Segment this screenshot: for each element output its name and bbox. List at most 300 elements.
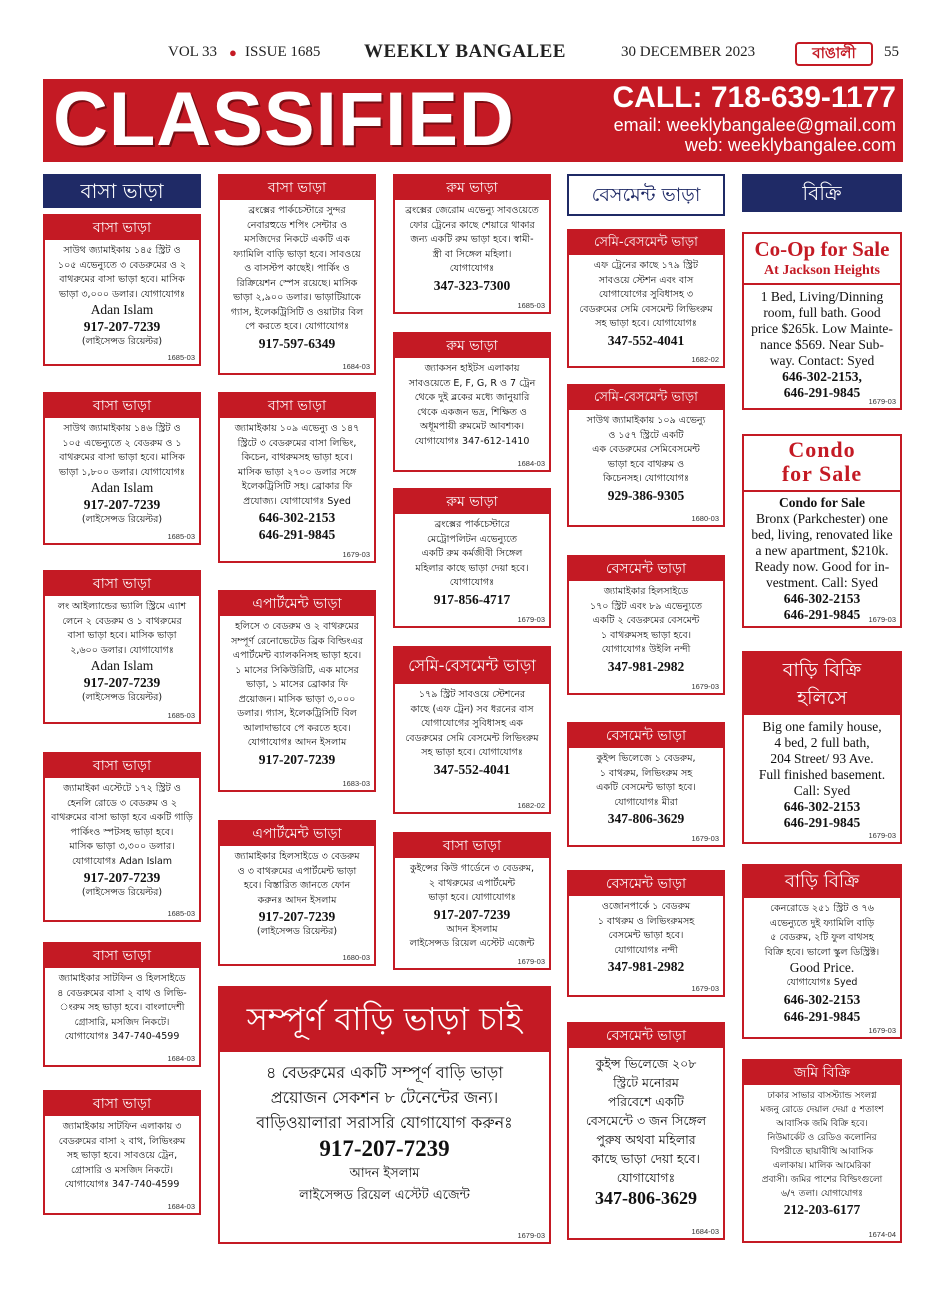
ad-line: একটি রুম কর্মজীবী সিঙ্গেল <box>421 548 523 559</box>
ad-line: প্রয়োজন সেকশন ৮ টেনেন্টের জন্য। <box>270 1088 499 1107</box>
classified-ad <box>742 1059 902 1243</box>
ad-heading: বাসা ভাড়া <box>395 834 549 858</box>
ad-line: সাবওয়ে স্টেশন এবং বাস <box>598 274 694 286</box>
ad-line: প্রযোজ্য। যোগাযোগঃ Syed <box>243 495 351 507</box>
ad-line: ভাড়া হবে। যোগাযোগঃ <box>428 892 516 903</box>
ad-code: 1682-02 <box>691 355 719 364</box>
ad-line: ডলার। গ্যাস, ইলেকট্রিসিটি বিল <box>237 708 357 719</box>
ad-line: মাসিক ভাড়া ২৭০০ ডলার সঙ্গে <box>237 466 357 478</box>
ad-line: ১ বাথরুম ও লিভিংরুমসহ <box>597 915 695 927</box>
ad-body <box>395 200 549 294</box>
issue-date: 30 DECEMBER 2023 <box>621 44 756 60</box>
ad-body <box>220 200 374 352</box>
classified-ad <box>742 434 902 628</box>
ad-code: 1679-03 <box>868 831 896 840</box>
classified-ad <box>567 384 725 527</box>
ad-phone: 347-981-2982 <box>607 658 685 674</box>
ad-heading: বাড়ি বিক্রি <box>744 866 900 898</box>
ad-phone: 646-302-2153, <box>782 369 862 384</box>
ad-line: ফোর ট্রেনের কাছে শেয়ারে থাকার <box>409 219 535 231</box>
ad-line: কেনরোডে ২৫১ স্ট্রিট ও ৭৬ <box>770 903 874 914</box>
banner-email: email: weeklybangalee@gmail.com <box>613 115 896 135</box>
ad-line: জ্যাকসন হাইটস এলাকায় <box>424 363 520 374</box>
ad-code: 1679-03 <box>691 834 719 843</box>
ad-phone: 646-291-9845 <box>783 815 861 830</box>
ad-line: মেট্রোপলিটন এভেন্যুতে <box>426 533 518 545</box>
classified-ad <box>43 752 201 922</box>
ad-line: 4 bed, 2 full bath, <box>774 735 870 750</box>
ad-line: লাইসেন্সড রিয়েল এস্টেট এজেন্ট <box>409 938 535 949</box>
ad-line: ও বাসস্টপ কাছেই। পার্কিং ও <box>244 263 350 274</box>
ad-phone: 646-291-9845 <box>783 385 861 400</box>
ad-line: যোগাযোগঃ Syed <box>786 977 858 988</box>
ad-body <box>45 1116 199 1193</box>
ad-line: Call: Syed <box>793 783 851 798</box>
ad-license: (লাইসেন্সড রিয়েল্টর) <box>81 887 163 898</box>
ad-line: room, full bath. Good <box>763 305 881 320</box>
wanted-ad <box>218 986 551 1244</box>
ad-line: যোগাযোগঃ Adan Islam <box>71 855 173 867</box>
ad-phone: 646-302-2153 <box>783 991 861 1007</box>
classified-ad <box>393 174 551 314</box>
classified-ad <box>567 870 725 997</box>
ad-contact-name: Adan Islam <box>90 658 154 673</box>
ad-line: price $265k. Low Mainte- <box>751 321 893 336</box>
ad-heading: বেসমেন্ট ভাড়া <box>569 557 723 581</box>
ad-line: কিচেন, বাথরুমসহ ভাড়া হবে। <box>241 452 353 463</box>
ad-line: bed, living, renovated like <box>751 527 893 542</box>
ad-phone: 347-323-7300 <box>433 277 511 293</box>
ad-heading-line: বাড়ি বিক্রি <box>782 659 862 681</box>
ad-heading: রুম ভাড়া <box>395 176 549 200</box>
ad-line: ১ মাসের সিকিউরিটি, এক মাসের <box>235 664 359 676</box>
ad-body <box>395 858 549 952</box>
ad-line: ভাড়া ১,৮০০ ডলার। যোগাযোগঃ <box>59 466 185 478</box>
ad-license: (লাইসেন্সড রিয়েল্টর) <box>81 336 163 347</box>
ad-phone: 917-207-7239 <box>433 906 511 922</box>
ad-line: রিক্রিয়েশন স্পেস রয়েছে। মাসিক <box>236 277 358 289</box>
ad-line: বেসমেন্ট ভাড়া হবে। <box>608 930 684 941</box>
ad-line: এপার্টমেন্ট ব্যালকনিসহ ভাড়া হবে। <box>232 650 362 661</box>
ad-line: কুইন্স ভিলেজে ২০৮ <box>595 1056 697 1071</box>
ad-heading <box>744 653 900 715</box>
ad-line: ংরুম সহ ভাড়া হবে। বাংলাদেশী <box>59 1002 185 1013</box>
ad-phone: 917-207-7239 <box>258 751 336 767</box>
banner-phone: CALL: 718-639-1177 <box>612 81 896 114</box>
ad-line: 1 Bed, Living/Dinning <box>760 289 884 304</box>
ad-line: ভাড়া ২,৯০০ ডলার। ভাড়াটিয়াকে <box>233 292 361 303</box>
ad-line: বাথরুমের বাসা ভাড়া হবে। মাসিক <box>59 452 185 463</box>
ad-heading: রুম ভাড়া <box>395 490 549 514</box>
ad-license: লাইসেন্সড রিয়েল এস্টেট এজেন্ট <box>299 1188 470 1203</box>
ad-phone: 917-856-4717 <box>433 591 511 607</box>
ad-body <box>45 968 199 1045</box>
ad-heading: বাসা ভাড়া <box>45 754 199 778</box>
ad-line: হবে। বিস্তারিত জানতে ফোন <box>243 880 351 891</box>
ad-phone: 917-207-7239 <box>319 1136 450 1161</box>
ad-code: 1683-03 <box>342 779 370 788</box>
ad-line: ৪ বেডরুমের বাসা ২ বাথ ও লিভি- <box>57 987 187 999</box>
ad-phone: 917-207-7239 <box>83 319 161 334</box>
ad-line: এক বেডরুমের সেমিবেসমেন্ট <box>592 444 700 455</box>
classified-ad <box>43 214 201 366</box>
ad-subtitle: At Jackson Heights <box>744 262 900 285</box>
classified-ad <box>218 174 376 375</box>
ad-phone: 917-597-6349 <box>258 335 336 351</box>
ad-body <box>569 410 723 504</box>
ad-line: ৫ বেডরুম, ২টি ফুল বাথসহ <box>770 932 874 943</box>
ad-heading: রুম ভাড়া <box>395 334 549 358</box>
ad-code: 1684-03 <box>167 1202 195 1211</box>
ad-line: বেসমেন্টে ৩ জন সিঙ্গেল <box>585 1113 707 1128</box>
ad-line: ২ বাথরুমের এপার্টমেন্ট <box>428 877 516 889</box>
ad-line: Good Price. <box>789 960 855 975</box>
banner-contact <box>613 81 896 155</box>
ad-line: সাউথ জ্যামাইকায় ১৪৬ স্ট্রিট ও <box>63 423 181 434</box>
ad-body <box>744 898 900 1025</box>
bullet-icon: ● <box>229 45 237 60</box>
ad-phone: 212-203-6177 <box>783 1202 861 1217</box>
ad-body <box>220 1052 549 1207</box>
ad-line: যোগাযোগঃ 347-612-1410 <box>414 435 530 447</box>
ad-line: কাছে (এফ ট্রেন) সব ধরনের বাস <box>410 703 534 715</box>
ad-title: Co-Op for Sale <box>754 237 890 261</box>
ad-code: 1680-03 <box>342 953 370 962</box>
ad-contact-name: Adan Islam <box>90 302 154 317</box>
ad-line: ইলেকট্রিসিটি সহ। ব্রোকার ফি <box>241 481 353 492</box>
ad-license: (লাইসেন্সড রিয়েল্টর) <box>256 926 338 937</box>
ad-phone: 929-386-9305 <box>607 487 685 503</box>
ad-line: সাবওয়েতে E, F, G, R ও 7 ট্রেন <box>408 377 536 389</box>
banner-web: web: weeklybangalee.com <box>684 135 896 155</box>
ad-line: যোগাযোগঃ <box>449 263 495 274</box>
ad-line: ২,৬০০ ডলার। যোগাযোগঃ <box>70 644 174 656</box>
ad-body <box>395 358 549 449</box>
classified-ad <box>218 392 376 563</box>
classified-ad <box>742 864 902 1039</box>
classified-ad <box>393 332 551 472</box>
classified-ad <box>43 942 201 1067</box>
ad-line: যোগাযোগঃ 347-740-4599 <box>64 1031 180 1042</box>
ad-title: for Sale <box>744 462 900 492</box>
ad-line: একটি বেসমেন্ট ভাড়া হবে। <box>596 782 696 793</box>
classified-ad <box>742 651 902 844</box>
ad-heading: বাসা ভাড়া <box>220 394 374 418</box>
ad-heading: সম্পূর্ণ বাড়ি ভাড়া চাই <box>220 988 549 1052</box>
ad-heading: সেমি-বেসমেন্ট ভাড়া <box>569 231 723 255</box>
ad-line: মহিলার কাছে ভাড়া দেয়া হবে। <box>415 562 529 574</box>
ad-line: ১৭৯ স্ট্রিট সাবওয়ে স্টেশনের <box>418 689 526 700</box>
ad-line: এফ ট্রেনের কাছে ১৭৯ স্ট্রিট <box>593 260 699 271</box>
ad-heading: বাসা ভাড়া <box>45 944 199 968</box>
ad-code: 1679-03 <box>342 550 370 559</box>
publication-title: WEEKLY BANGALEE <box>364 41 566 62</box>
ad-code: 1679-03 <box>868 397 896 406</box>
issue-label: ISSUE 1685 <box>245 44 321 60</box>
ad-line: পার্কিংও স্পটসহ ভাড়া হবে। <box>70 826 174 838</box>
ad-line: ১০৫ এভেন্যুতে ২ বেডরুম ও ১ <box>62 437 182 449</box>
ad-line: 204 Street/ 93 Ave. <box>770 751 874 766</box>
ad-code: 1679-03 <box>691 984 719 993</box>
ad-line: জ্যামাইকার সাটফিন ও হিলসাইডে <box>58 973 186 984</box>
ad-license: (লাইসেন্সড রিয়েল্টর) <box>81 692 163 703</box>
ad-line: জ্যামাইকার হিলসাইডে ৩ বেডরুম <box>234 851 360 862</box>
classified-ad <box>218 590 376 792</box>
ad-line: পুরুষ অথবা মহিলার <box>596 1132 696 1147</box>
ad-body <box>744 715 900 831</box>
ad-code: 1684-03 <box>691 1227 719 1236</box>
ad-line: সম্পূর্ণ রেনোভেটেড ব্রিক বিল্ডিংএর <box>231 635 363 647</box>
ad-line: স্ট্রিটে ৩ বেডরুমের বাসা লিভিং, <box>237 437 357 449</box>
ad-code: 1685-03 <box>167 532 195 541</box>
ad-line: আদন ইসলাম <box>446 923 498 935</box>
ad-line: পে করতে হবে। যোগাযোগঃ <box>244 321 350 332</box>
classified-ad <box>567 229 725 368</box>
ad-line: vestment. Call: Syed <box>765 575 879 590</box>
ad-code: 1685-03 <box>167 909 195 918</box>
ad-line: থেকে দুই ব্লকের মধ্যে জানুয়ারি <box>414 392 530 403</box>
classified-ad <box>567 1022 725 1240</box>
ad-line: ৬/৭ তলা। যোগাযোগঃ <box>781 1189 863 1199</box>
ad-line: বেডরুমের সেমি বেসমেন্ট লিভিংরুম <box>579 303 713 315</box>
ad-line: বাড়িওয়ালারা সরাসরি যোগাযোগ করুনঃ <box>256 1113 513 1132</box>
ad-line: জ্যামাইকায় ১০৯ এভেন্যু ও ১৪৭ <box>234 423 360 434</box>
ad-line: সহ ভাড়া হবে। যোগাযোগঃ <box>595 318 697 329</box>
section-head-sale: বিক্রি <box>742 174 902 212</box>
ad-phone: 917-207-7239 <box>83 870 161 885</box>
ad-phone: 646-291-9845 <box>783 1008 861 1024</box>
ad-line: ১০৫ এভেন্যুতে ৩ বেডরুমের ও ২ <box>57 259 187 271</box>
ad-line: ভাড়া, ১ মাসের ব্রোকার ফি <box>246 679 348 690</box>
ad-line: প্রয়োজন। মাসিক ভাড়া ৩,০০০ <box>238 693 356 705</box>
ad-line: বাথরুমের বাসা ভাড়া হবে একটি গাড়ি <box>51 812 193 823</box>
ad-line: থেকে একজন ভদ্র, শিক্ষিত ও <box>417 406 527 418</box>
ad-line: করুনঃ আদন ইসলাম <box>257 894 337 906</box>
volume-label: VOL 33 <box>168 44 218 60</box>
ad-body <box>220 616 374 768</box>
ad-code: 1674-04 <box>868 1230 896 1239</box>
ad-heading: বাসা ভাড়া <box>45 394 199 418</box>
ad-line: ১ বাথরুমসহ ভাড়া হবে। <box>600 629 692 641</box>
ad-line: ফ্যামিলি বাড়ি ভাড়া হবে। সাবওয়ে <box>233 248 361 260</box>
ad-line: জ্যামাইকা এস্টেটে ১৭২ স্ট্রিট ও <box>63 783 181 794</box>
ad-code: 1685-03 <box>167 711 195 720</box>
ad-line: কুইন্স ভিলেজে ১ বেডরুম, <box>596 753 696 764</box>
classified-ad <box>393 646 551 814</box>
ad-line: জ্যামাইকার হিলসাইডে <box>603 586 689 597</box>
ad-phone: 347-806-3629 <box>607 811 685 826</box>
ad-line: গ্রোসারি ও মসজিদ নিকটে। <box>71 1164 173 1176</box>
ad-line: এভেন্যুতে দুই ফ্যামিলি বাড়ি <box>769 917 875 929</box>
ad-line: ভাড়া ৩,০০০ ডলার। যোগাযোগঃ <box>58 288 185 300</box>
ad-line: লেনে ২ বেডরুম ও ১ বাথরুমের <box>62 615 182 627</box>
ad-line: যোগাযোগঃ নন্দী <box>614 944 678 956</box>
ad-code: 1680-03 <box>691 514 719 523</box>
ad-line: যোগাযোগঃ 347-740-4599 <box>64 1179 180 1190</box>
ad-body <box>569 896 723 975</box>
ad-line: বাথরুমের বাসা ভাড়া হবে। মাসিক <box>59 274 185 285</box>
ad-phone: 347-552-4041 <box>607 332 685 348</box>
ad-heading: এপার্টমেন্ট ভাড়া <box>220 592 374 616</box>
ad-heading: বাসা ভাড়া <box>45 572 199 596</box>
ad-line: স্ত্রী বা সিঙ্গেল মহিলা। <box>432 248 512 260</box>
ad-body <box>395 514 549 608</box>
ad-body <box>45 596 199 706</box>
ad-line: গ্রোসারি, মসজিদ নিকটে। <box>74 1016 170 1028</box>
masthead <box>0 38 945 70</box>
ad-license: (লাইসেন্সড রিয়েল্টর) <box>81 514 163 525</box>
ad-body <box>744 492 900 623</box>
ad-line: a new apartment, $210k. <box>755 543 889 558</box>
classified-banner <box>43 79 903 162</box>
section-head-basement-rent: বেসমেন্ট ভাড়া <box>567 174 725 216</box>
classified-ad <box>567 722 725 847</box>
ad-line: মসজিদের নিকটে একটি এক <box>244 234 350 245</box>
ad-body <box>220 846 374 940</box>
ad-code: 1684-03 <box>342 362 370 371</box>
classified-ad <box>393 832 551 970</box>
ad-line: ও ১৫৭ স্ট্রিটে একটি <box>608 429 684 441</box>
ad-heading: বেসমেন্ট ভাড়া <box>569 724 723 748</box>
ad-line: হেনলি রোডে ৩ বেডরুম ও ২ <box>66 797 178 809</box>
page-number: 55 <box>884 44 899 60</box>
ad-phone: 347-552-4041 <box>433 761 511 777</box>
ad-line: ওজোনপার্কে ১ বেডরুম <box>601 901 691 912</box>
classified-ad <box>218 820 376 966</box>
ad-heading: সেমি-বেসমেন্ট ভাড়া <box>569 386 723 410</box>
ad-line: সাউথ জ্যামাইকায় ১০৯ এভেন্যু <box>586 415 706 426</box>
ad-line: যোগাযোগের সুবিধাসহ এক <box>421 718 523 729</box>
section-head-house-rent: বাসা ভাড়া <box>43 174 201 208</box>
ad-body <box>220 418 374 543</box>
ad-line: আলাদাভাবে পে করতে হবে। <box>243 722 351 734</box>
ad-line: মাসিক ভাড়া ৩,৩০০ ডলার। <box>69 841 175 852</box>
ad-code: 1684-03 <box>517 459 545 468</box>
ad-line: যোগাযোগের সুবিধাসহ ৩ <box>598 289 694 300</box>
ad-code: 1679-03 <box>868 615 896 624</box>
ad-line: কাছে ভাড়া দেয়া হবে। <box>591 1151 701 1166</box>
ad-code: 1679-03 <box>691 682 719 691</box>
ad-line: ৪ বেডরুমের একটি সম্পূর্ণ বাড়ি ভাড়া <box>266 1063 503 1082</box>
ad-body <box>569 748 723 827</box>
ad-line: সাউথ জ্যামাইকায় ১৪৫ স্ট্রিট ও <box>63 245 181 256</box>
ad-phone: 347-981-2982 <box>607 959 685 974</box>
ad-phone: 646-302-2153 <box>783 799 861 814</box>
classified-ad <box>43 1090 201 1215</box>
ad-body <box>744 285 900 401</box>
ad-line: ব্রংক্সের জেরোম এভেন্যু সাবওয়েতে <box>405 205 539 216</box>
ad-line: এলাকায়। মালিক আমেরিকা <box>772 1161 872 1171</box>
ad-phone: 646-302-2153 <box>783 591 861 606</box>
ad-heading: বাসা ভাড়া <box>220 176 374 200</box>
ad-line: স্ট্রিটে মনোরম <box>613 1075 679 1090</box>
ad-line: প্রবাসী। জমির পাশের বিল্ডিংগুলো <box>761 1175 883 1185</box>
ad-line: way. Contact: Syed <box>769 353 875 368</box>
ad-line: যোগাযোগঃ আদন ইসলাম <box>247 737 347 748</box>
ad-line: ঢাকার সাভার বাসস্ট্যান্ড সংলগ্ন <box>767 1091 877 1101</box>
ad-line: ভাড়া হবে বাথরুম ও <box>607 458 685 470</box>
ad-phone: 646-302-2153 <box>258 510 336 525</box>
ad-body <box>45 240 199 350</box>
ad-title: Condo <box>788 437 856 462</box>
ad-line: Ready now. Good for in- <box>754 559 890 574</box>
ad-line: বিক্রি হবে। ভালো স্কুল ডিস্ট্রিক্ট। <box>764 946 880 958</box>
ad-body <box>45 778 199 901</box>
ad-line: জন্য একটি রুম ভাড়া হবে। স্বামী- <box>410 234 534 245</box>
ad-body <box>569 581 723 675</box>
ad-line: নিউমার্কেট ও রেডিও কলোনির <box>767 1133 877 1143</box>
ad-line: হলিসে ৩ বেডরুম ও ২ বাথরুমের <box>235 621 359 632</box>
ad-line: যোগাযোগঃ মীরা <box>614 796 678 808</box>
ad-line: নেবারহুডে শপিং সেন্টার ও <box>246 219 348 231</box>
ad-code: 1682-02 <box>517 801 545 810</box>
ad-line: মজনু রোডে দেয়াল দেয়া ৫ শতাংশ <box>760 1105 884 1115</box>
ad-line: যোগাযোগঃ <box>616 1170 676 1185</box>
ad-code: 1679-03 <box>517 1231 545 1240</box>
ad-line: অধূমপায়ী রুমমেট আবশ্যক। <box>419 421 524 432</box>
ad-heading: বাসা ভাড়া <box>45 216 199 240</box>
ad-line: সহ ভাড়া হবে। সাবওয়ে ট্রেন, <box>66 1150 178 1161</box>
ad-line: জ্যামাইকায় সাটফিন এলাকায় ৩ <box>62 1121 182 1132</box>
ad-contact-name: আদন ইসলাম <box>349 1166 420 1181</box>
ad-line: লং আইল্যান্ডের ভ্যালি স্ট্রিমে এ্যাশ <box>57 601 187 612</box>
ad-heading: জমি বিক্রি <box>744 1061 900 1085</box>
ad-heading: বাসা ভাড়া <box>45 1092 199 1116</box>
banner-title: CLASSIFIED <box>53 77 515 162</box>
ad-phone: 646-291-9845 <box>783 607 861 622</box>
ad-code: 1679-03 <box>517 615 545 624</box>
ad-phone: 917-207-7239 <box>83 675 161 690</box>
ad-line: nance $569. Near Sub- <box>760 337 884 352</box>
ad-body <box>569 255 723 349</box>
ad-body <box>395 684 549 778</box>
ad-line: কিচেনসহ। যোগাযোগঃ <box>602 473 690 484</box>
ad-line: ১ বাথরুম, লিভিংরুম সহ <box>599 767 693 779</box>
ad-code: 1679-03 <box>517 957 545 966</box>
ad-code: 1685-03 <box>167 353 195 362</box>
classified-ad <box>567 555 725 695</box>
classified-ad <box>43 392 201 545</box>
ad-code: 1685-03 <box>517 301 545 310</box>
ad-line: আবাসিক জমি বিক্রি হবে। <box>776 1119 868 1129</box>
ad-heading-line: হলিসে <box>797 687 847 709</box>
ad-phone: 917-207-7239 <box>83 497 161 512</box>
ad-heading: এপার্টমেন্ট ভাড়া <box>220 822 374 846</box>
classified-ad <box>43 570 201 724</box>
ad-line: বাসা ভাড়া হবে। মাসিক ভাড়া <box>67 630 177 641</box>
ad-line: বেডরুমের সেমি বেসমেন্ট লিভিংরুম <box>405 732 539 744</box>
ad-line: Big one family house, <box>762 719 882 734</box>
ad-heading: বেসমেন্ট ভাড়া <box>569 1024 723 1048</box>
ad-line: ব্রংক্সের পার্কচেস্টারে সুন্দর <box>248 205 346 216</box>
ad-phone: 347-806-3629 <box>595 1188 697 1208</box>
ad-line: সহ ভাড়া হবে। যোগাযোগঃ <box>421 747 523 758</box>
classified-ad <box>393 488 551 628</box>
ad-body <box>744 1085 900 1218</box>
ad-line: বেডরুমের বাসা ২ বাথ, লিভিংরুম <box>58 1135 186 1147</box>
ad-line: গ্যাস, ইলেকট্রিসিটি ও ওয়াটার বিল <box>230 306 364 318</box>
ad-line: Full finished basement. <box>758 767 886 782</box>
ad-code: 1684-03 <box>167 1054 195 1063</box>
ad-line: ব্রংক্সের পার্কচেস্টারে <box>434 519 510 530</box>
ad-line: পরিবেশে একটি <box>608 1094 684 1109</box>
ad-line: কুইন্সের কিউ গার্ডেনে ৩ বেডরুম, <box>409 863 535 874</box>
ad-body <box>45 418 199 528</box>
ad-phone: 917-207-7239 <box>258 909 336 924</box>
ad-heading: বেসমেন্ট ভাড়া <box>569 872 723 896</box>
ad-line: একটি ২ বেডরুমের বেসমেন্ট <box>592 615 700 626</box>
ad-phone: 646-291-9845 <box>258 527 336 542</box>
